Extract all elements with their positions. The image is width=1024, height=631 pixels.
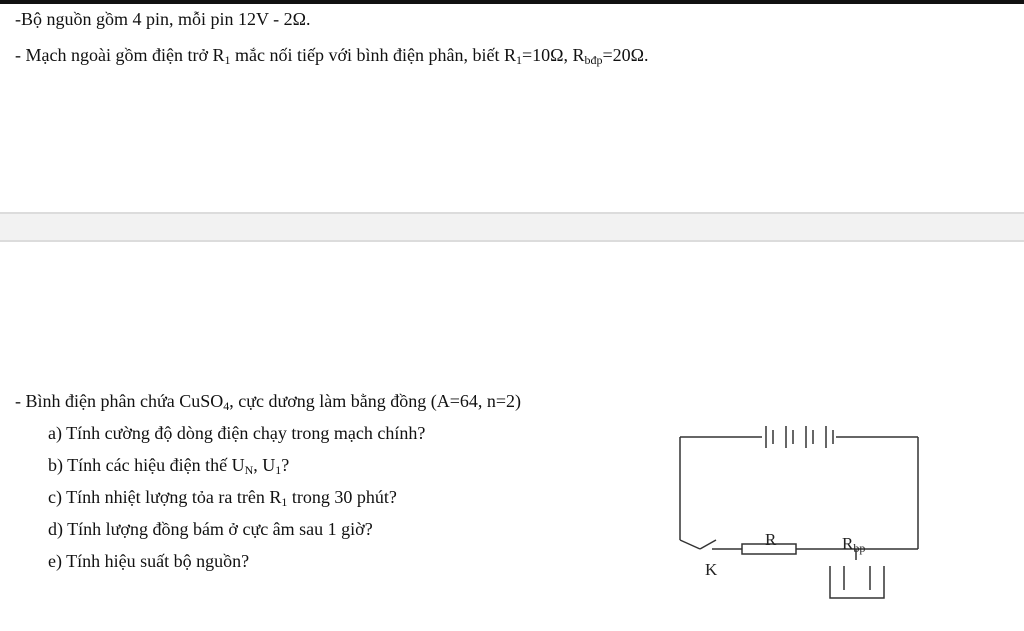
problem-intro-sub: 4 (223, 399, 230, 413)
question-b-pre: b) Tính các hiệu điện thế U (48, 455, 245, 475)
intro-line-2-eq2: =20Ω. (602, 45, 649, 65)
battery-icon (766, 426, 833, 448)
question-c-post: trong 30 phút? (287, 487, 397, 507)
intro-line-2-sub3: bđp (584, 53, 603, 67)
question-d-text: d) Tính lượng đồng bám ở cực âm sau 1 giờ? (48, 519, 373, 539)
question-b-sub2: 1 (275, 463, 282, 477)
question-e-text: e) Tính hiệu suất bộ nguồn? (48, 551, 250, 571)
question-a-text: a) Tính cường độ dòng điện chạy trong mạch chính? (48, 423, 426, 443)
intro-line-2-mid: mắc nối tiếp với bình điện phân, biết R (230, 45, 516, 65)
question-c-sub: 1 (281, 495, 288, 509)
intro-line-2-sub2: 1 (515, 53, 522, 67)
intro-line-2-sub1: 1 (224, 53, 231, 67)
switch-lead (680, 540, 700, 549)
label-rbp-main: R (842, 534, 854, 553)
label-k: K (705, 560, 718, 579)
switch-icon (700, 540, 716, 549)
question-c-pre: c) Tính nhiệt lượng tỏa ra trên R (48, 487, 282, 507)
question-b-mid: , U (253, 455, 276, 475)
question-b-sub1: N (244, 463, 254, 477)
electrolytic-cell-icon (830, 549, 884, 598)
question-b-post: ? (281, 455, 290, 475)
intro-line-1-text: -Bộ nguồn gồm 4 pin, mỗi pin 12V - 2Ω. (15, 9, 311, 29)
problem-intro-pre: - Bình điện phân chứa CuSO (15, 391, 224, 411)
intro-line-2-eq1: =10Ω, R (521, 45, 585, 65)
label-r: R (765, 530, 777, 549)
label-rbp (842, 534, 865, 555)
problem-intro-post: , cực dương làm bằng đồng (A=64, n=2) (229, 391, 522, 411)
label-rbp-sub: bp (853, 541, 866, 555)
intro-line-2-pre: - Mạch ngoài gồm điện trở R (15, 45, 225, 65)
